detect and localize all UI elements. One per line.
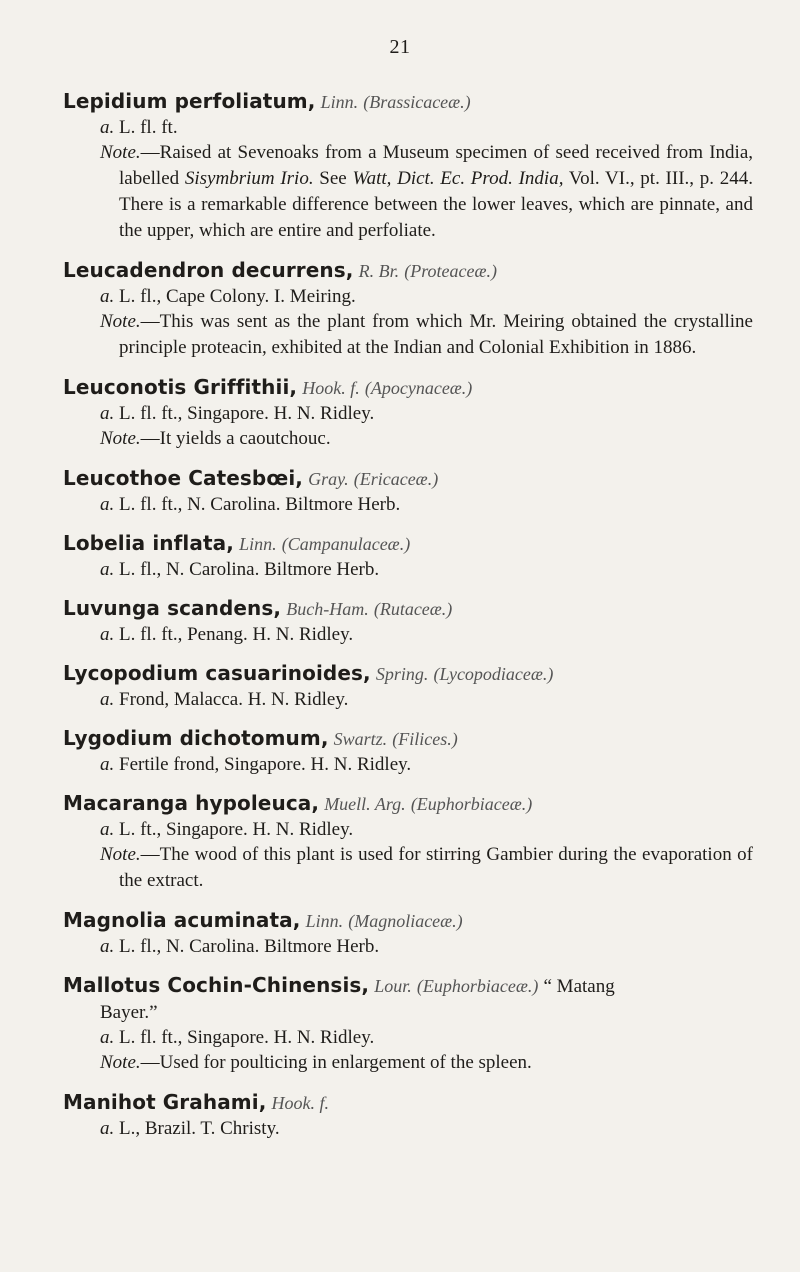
item-letter: a. [100,1027,115,1048]
family-name: (Ericaceæ.) [353,469,439,489]
item-letter: a. [100,286,115,307]
entry-manihot-grahami [63,1089,753,1141]
author-abbrev: Muell. Arg. [324,794,406,814]
entry-lobelia-inflata [63,530,753,582]
specimen-text: Frond, Malacca. H. N. Ridley. [119,689,349,710]
specimen-line [63,817,753,842]
entry-magnolia-acuminata [63,907,753,959]
entry-leucadendron-decurrens [63,257,753,361]
species-name: Lobelia inflata, [63,531,234,555]
note-text: —Raised at Sevenoaks from a Museum specimen of seed received from India, labelled [119,142,753,189]
entry-macaranga-hypoleuca [63,790,753,894]
species-name: Lepidium perfoliatum, [63,89,316,113]
author-abbrev: Hook. f. [302,378,360,398]
species-name: Lycopodium casuarinoides, [63,661,371,685]
item-letter: a. [100,1118,115,1139]
specimen-line [63,622,753,647]
item-letter: a. [100,494,115,515]
entry-note [82,842,753,894]
entry-headline [63,725,753,752]
entry-luvunga-scandens [63,595,753,647]
item-letter: a. [100,117,115,138]
author-abbrev: Linn. [239,534,277,554]
page-number: 21 [389,36,411,58]
entry-lepidium-perfoliatum [63,88,753,244]
family-name: (Lycopodiaceæ.) [433,664,554,684]
note-text: —The wood of this plant is used for stirring Gambier during the evaporation of the extract. [119,844,753,891]
entry-headline [63,972,753,1000]
author-abbrev: Spring. [375,664,429,684]
entry-lycopodium-casuarinoides [63,660,753,712]
specimen-line [63,687,753,712]
specimen-line [63,1025,753,1050]
specimen-line [63,934,753,959]
note-text: Vol. VI., pt. III., p. 244. There is a remarkable difference between the lower leaves, which are pinnate, and the upper, which are entire and perfoliate. [119,168,753,241]
species-name: Leucadendron decurrens, [63,258,354,282]
entry-headline [63,1089,753,1116]
family-name: (Proteaceæ.) [404,261,497,281]
species-name: Leucothoe Catesbœi, [63,466,303,490]
entry-headline [63,88,753,115]
item-letter: a. [100,559,115,580]
specimen-line [63,492,753,517]
author-abbrev: Linn. [320,92,359,112]
item-letter: a. [100,819,115,840]
entry-headline [63,790,753,817]
family-name: (Magnoliaceæ.) [348,911,463,931]
note-label: Note. [100,844,141,865]
entry-headline [63,257,753,284]
entry-headline [63,660,753,687]
note-text: —This was sent as the plant from which Mr. Meiring obtained the crystalline principle proteacin, exhibited at the Indian and Colonial Exhibition in 1886. [119,311,753,358]
specimen-line [63,1116,753,1141]
entry-note [82,1050,753,1076]
note-label: Note. [100,1052,141,1073]
note-text: —It yields a caoutchouc. [140,428,331,449]
specimen-text: L. fl., N. Carolina. Biltmore Herb. [119,559,380,580]
entry-leuconotis-griffithii [63,374,753,452]
species-name: Luvunga scandens, [63,596,282,620]
specimen-text: L. ft., Singapore. H. N. Ridley. [119,819,354,840]
author-abbrev: Linn. [305,911,344,931]
note-text: See [313,168,353,189]
family-name: (Campanulaceæ.) [281,534,411,554]
family-name: (Brassicaceæ.) [363,92,471,112]
species-name: Mallotus Cochin-Chinensis, [63,973,370,997]
family-name: (Rutaceæ.) [373,599,453,619]
specimen-text: L. fl., Cape Colony. I. Meiring. [119,286,356,307]
author-abbrev: Gray. [308,469,349,489]
item-letter: a. [100,936,115,957]
specimen-line [63,752,753,777]
item-letter: a. [100,403,115,424]
specimen-line [63,115,753,140]
specimen-text: L. fl. ft., Singapore. H. N. Ridley. [119,403,375,424]
note-label: Note. [100,142,141,163]
family-name: (Apocynaceæ.) [364,378,473,398]
author-abbrev: Lour. [374,976,412,996]
entry-leucothoe-catesbaei [63,465,753,517]
entry-list [63,88,753,1154]
entry-note [82,426,753,452]
vernacular-continuation: Bayer.” [100,1002,158,1023]
entry-headline [63,595,753,622]
specimen-text: L. fl. ft., N. Carolina. Biltmore Herb. [119,494,401,515]
note-label: Note. [100,311,141,332]
specimen-text: Fertile frond, Singapore. H. N. Ridley. [119,754,412,775]
entry-headline [63,530,753,557]
specimen-text: L. fl., N. Carolina. Biltmore Herb. [119,936,380,957]
specimen-line [63,401,753,426]
entry-headline [63,907,753,934]
species-name: Lygodium dichotomum, [63,726,329,750]
author-abbrev: Swartz. [333,729,388,749]
author-abbrev: Buch-Ham. [286,599,369,619]
entry-headline [63,465,753,492]
entry-note [82,309,753,361]
species-name: Magnolia acuminata, [63,908,301,932]
item-letter: a. [100,689,115,710]
specimen-text: L., Brazil. T. Christy. [119,1118,280,1139]
specimen-text: L. fl. ft., Penang. H. N. Ridley. [119,624,354,645]
note-italic-text: Watt, Dict. Ec. Prod. India, [352,168,564,189]
species-name: Leuconotis Griffithii, [63,375,298,399]
entry-lygodium-dichotomum [63,725,753,777]
specimen-line [63,557,753,582]
author-abbrev: R. Br. [358,261,400,281]
note-italic-text: Sisymbrium Irio. [184,168,314,189]
note-label: Note. [100,428,141,449]
family-name: (Euphorbiaceæ.) [410,794,533,814]
note-text: —Used for poulticing in enlargement of the spleen. [140,1052,532,1073]
entry-headline [63,374,753,401]
family-name: (Filices.) [392,729,458,749]
author-abbrev: Hook. f. [271,1093,330,1113]
species-name: Manihot Grahami, [63,1090,267,1114]
entry-mallotus-cochin-chinensis [63,972,753,1076]
specimen-text: L. fl. ft., Singapore. H. N. Ridley. [119,1027,375,1048]
item-letter: a. [100,754,115,775]
species-name: Macaranga hypoleuca, [63,791,320,815]
item-letter: a. [100,624,115,645]
vernacular-name: “ Matang [543,976,615,997]
specimen-line [63,284,753,309]
entry-note [82,140,753,244]
family-name: (Euphorbiaceæ.) [416,976,539,996]
specimen-text: L. fl. ft. [119,117,178,138]
